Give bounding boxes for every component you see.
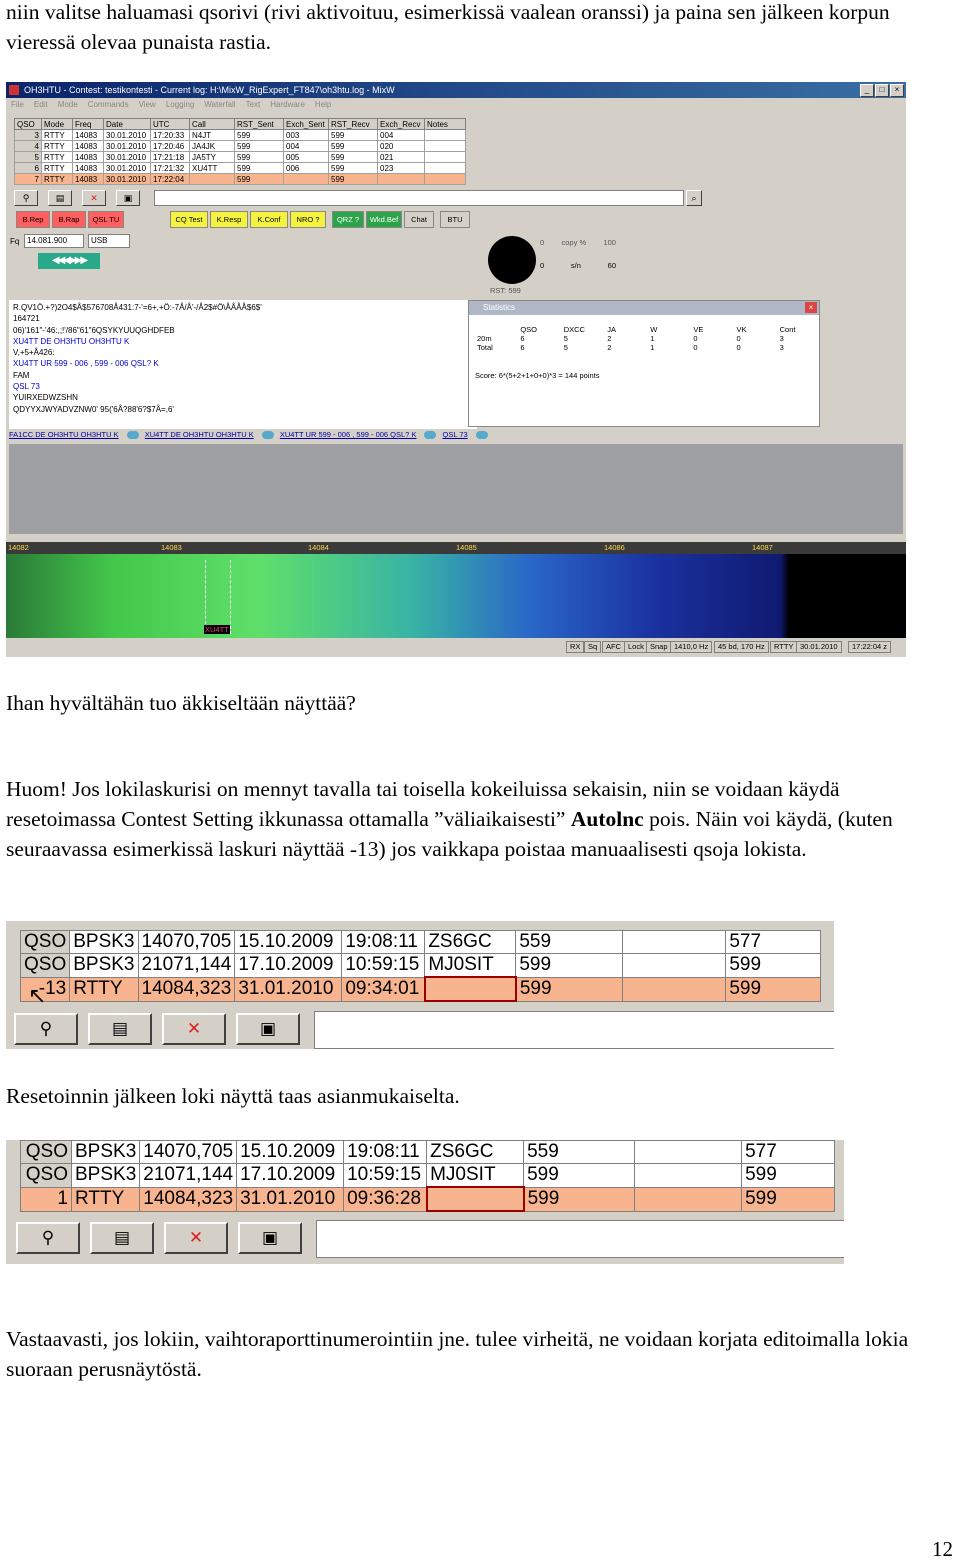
table-cell: 599 (329, 163, 378, 174)
stats-cell: 3 (779, 334, 784, 343)
table-row[interactable] (21, 931, 821, 954)
table-cell: RTTY (42, 163, 73, 174)
search-input[interactable] (314, 1011, 834, 1049)
stats-cell: 0 (736, 343, 741, 352)
table-row-selected[interactable] (21, 1187, 835, 1211)
table-row[interactable] (21, 954, 821, 978)
status-afc[interactable]: AFC (602, 641, 625, 653)
table-cell: 6 (15, 163, 42, 174)
stats-cell: 3 (779, 343, 784, 352)
table-cell: 21071,144 (138, 954, 235, 978)
find-button[interactable] (14, 1013, 78, 1045)
table-cell: 19:08:11 (344, 1141, 427, 1164)
status-rx[interactable]: RX (566, 641, 584, 653)
log-before-reset (6, 921, 834, 1049)
stats-cell: 0 (693, 334, 698, 343)
note-text-2: pois. Näin voi käydä, (kuten seuraavassa esimerkissä laskuri näyttää -13) jos vaikkapa poistaa manuaalisesti qsoja lokista. (6, 807, 893, 861)
search-input[interactable] (316, 1220, 844, 1258)
stats-header: VE (693, 325, 704, 334)
table-cell: 31.01.2010 (237, 1187, 344, 1211)
stats-cell: 2 (607, 334, 612, 343)
close-window-button[interactable]: × (890, 84, 904, 97)
table-cell: 599 (329, 141, 378, 152)
copy-max: 100 (603, 238, 616, 247)
mixw-window (6, 82, 906, 657)
table-cell (623, 931, 726, 954)
macro-k-resp[interactable]: K.Resp (210, 211, 248, 228)
table-cell: 599 (742, 1187, 835, 1211)
stats-cell: 0 (693, 343, 698, 352)
table-cell: RTTY (42, 152, 73, 163)
stats-cell: 20m (477, 334, 492, 343)
tx-macro-row (9, 430, 899, 442)
table-cell: 14070,705 (140, 1141, 237, 1164)
menu-view[interactable]: View (138, 100, 156, 109)
tx-macro-link[interactable]: XU4TT UR 599 - 006 , 599 - 006 QSL? K (279, 430, 417, 439)
stats-cell: Total (477, 343, 493, 352)
intro-paragraph: niin valitse haluamasi qsorivi (rivi aktivoituu, esimerkissä vaalean oranssi) ja paina sen jälkeen korpun vieressä olevaa punaista rastia. (6, 0, 890, 54)
sn-max: 60 (607, 261, 616, 270)
table-cell: 4 (15, 141, 42, 152)
rx-line: FAM (13, 370, 30, 380)
col-rst-sent[interactable]: RST_Sent (235, 119, 284, 130)
table-cell: 17.10.2009 (237, 1164, 344, 1188)
binoculars-icon: ⚲ (22, 193, 30, 203)
col-utc[interactable]: UTC (151, 119, 190, 130)
status-time: 17:22:04 z (848, 641, 891, 653)
form-icon: ▤ (113, 1228, 131, 1247)
search-icon: ⌕ (691, 193, 697, 203)
macro-wkd-bef[interactable]: Wkd.Bef (366, 211, 402, 228)
ruler-label: 14084 (308, 543, 329, 552)
qso-cell: QSO (21, 954, 70, 978)
status-date: 30.01.2010 (796, 641, 842, 653)
macro-b-rep[interactable]: B.Rep (16, 211, 50, 228)
table-cell: BPSK3 (72, 1164, 140, 1188)
table-cell: 14084,323 (138, 977, 235, 1001)
col-call[interactable]: Call (190, 119, 235, 130)
page-number: 12 (932, 1537, 953, 1561)
col-notes[interactable]: Notes (425, 119, 466, 130)
stats-cell: 1 (650, 343, 655, 352)
tx-macro-link[interactable]: FA1CC DE OH3HTU OH3HTU K (9, 430, 119, 439)
rx-text-window[interactable] (9, 300, 477, 429)
tx-macro-link[interactable]: QSL 73 (442, 430, 468, 439)
tuning-arrows[interactable] (38, 253, 100, 269)
window-titlebar (6, 82, 906, 98)
menu-logging[interactable]: Logging (165, 100, 195, 109)
log-after-reset (6, 1140, 844, 1264)
col-freq[interactable]: Freq (73, 119, 104, 130)
ruler-label: 14085 (456, 543, 477, 552)
stats-header (473, 325, 516, 334)
rx-line: XU4TT DE OH3HTU OH3HTU K (13, 336, 130, 346)
statistics-window (468, 300, 820, 427)
col-exch-recv[interactable]: Exch_Recv (378, 119, 425, 130)
table-row[interactable] (15, 130, 466, 141)
frequency-field[interactable]: 14.081.900 (24, 234, 84, 248)
status-frequency: 1410,0 Hz (670, 641, 712, 653)
stats-header: QSO (520, 325, 537, 334)
after-reset-line: Resetoinnin jälkeen loki näyttä taas asianmukaiselta. (6, 1084, 460, 1108)
window-title: OH3HTU - Contest: testikontesti - Current log: H:\MixW_RigExpert_FT847\oh3htu.log - MixW (24, 85, 395, 95)
tx-macro-link[interactable]: XU4TT DE OH3HTU OH3HTU K (144, 430, 254, 439)
rx-line: XU4TT UR 599 - 006 , 599 - 006 QSL? K (13, 359, 159, 369)
table-cell: 004 (284, 141, 329, 152)
qso-cell: QSO (21, 1141, 72, 1164)
table-cell: 17:20:33 (151, 130, 190, 141)
table-cell: 599 (329, 152, 378, 163)
mode-select[interactable]: USB (88, 234, 130, 248)
menu-hardware[interactable]: Hardware (270, 100, 305, 109)
copy-label: copy % (561, 238, 587, 247)
statistics-table (473, 325, 819, 352)
table-cell: 599 (329, 130, 378, 141)
find-button[interactable] (14, 190, 38, 206)
table-cell: JA5TY (190, 152, 235, 163)
search-go-button[interactable] (686, 190, 702, 206)
table-cell (284, 174, 329, 185)
table-cell: 577 (742, 1141, 835, 1164)
find-button[interactable] (16, 1222, 80, 1254)
macro-nro[interactable]: NRO ? (290, 211, 326, 228)
table-cell: 15.10.2009 (237, 1141, 344, 1164)
macro-qsl-tu[interactable]: QSL TU (88, 211, 124, 228)
table-cell: 17:22:04 (151, 174, 190, 185)
rx-line: QDYYXJWYADVZNW0' 95('6Å?88'6?$7Å=,6' (13, 404, 174, 414)
statistics-score: Score: 6*(5+2+1+0+0)*3 = 144 points (475, 371, 600, 380)
statistics-title: Statistics (483, 303, 516, 312)
table-cell: 599 (235, 152, 284, 163)
rx-line: 164721 (13, 314, 40, 324)
status-sq[interactable]: Sq (584, 641, 601, 653)
table-cell: BPSK3 (70, 954, 138, 978)
menu-commands[interactable]: Commands (87, 100, 129, 109)
delete-button[interactable] (82, 190, 106, 206)
table-cell: 14083 (73, 174, 104, 185)
table-cell: 599 (235, 141, 284, 152)
table-cell: 599 (524, 1164, 635, 1188)
table-cell: 021 (378, 152, 425, 163)
mouse-pointer-icon: ↖ (28, 983, 47, 1008)
frequency-ruler (6, 542, 906, 554)
delete-button[interactable] (164, 1222, 228, 1254)
menu-file[interactable]: File (11, 100, 24, 109)
table-cell: 559 (516, 931, 623, 954)
macro-cq-test[interactable]: CQ Test (170, 211, 208, 228)
table-cell (623, 977, 726, 1001)
table-cell: 10:59:15 (344, 1164, 427, 1188)
save-button[interactable] (236, 1013, 300, 1045)
table-cell: BPSK3 (72, 1141, 140, 1164)
form-icon: ▤ (55, 193, 65, 203)
table-cell (427, 1187, 524, 1211)
save-button[interactable] (116, 190, 140, 206)
macro-k-conf[interactable]: K.Conf (250, 211, 288, 228)
table-cell: 006 (284, 163, 329, 174)
menubar (6, 98, 906, 112)
table-cell: 5 (15, 152, 42, 163)
menu-help[interactable]: Help (314, 100, 332, 109)
stats-cell: 0 (736, 334, 741, 343)
table-cell: 023 (378, 163, 425, 174)
floppy-icon: ▣ (261, 1228, 279, 1247)
table-cell: MJ0SIT (425, 954, 516, 978)
menu-edit[interactable]: Edit (33, 100, 48, 109)
floppy-icon: ▣ (123, 193, 133, 203)
close-icon[interactable]: × (805, 302, 817, 313)
col-mode[interactable]: Mode (42, 119, 73, 130)
table-cell: 14084,323 (140, 1187, 237, 1211)
table-cell: 14083 (73, 163, 104, 174)
waterfall-display[interactable] (6, 554, 906, 638)
table-cell: 004 (378, 130, 425, 141)
table-cell: BPSK3 (70, 931, 138, 954)
menu-mode[interactable]: Mode (57, 100, 78, 109)
stats-header: Cont (779, 325, 796, 334)
col-date[interactable]: Date (104, 119, 151, 130)
delete-x-icon: ✕ (186, 1019, 202, 1038)
closing-paragraph: Vastaavasti, jos lokiin, vaihtoraporttinumerointiin jne. tulee virheitä, ne voidaan korjata editoimalla lokia suoraan perusnäytöstä. (6, 1327, 909, 1381)
ex-badge-icon (476, 431, 488, 439)
col-rst-recv[interactable]: RST_Recv (329, 119, 378, 130)
edit-button[interactable] (48, 190, 72, 206)
ex-badge-icon (424, 431, 436, 439)
delete-button[interactable] (162, 1013, 226, 1045)
qso-cell: 1 (21, 1187, 72, 1211)
table-cell: 599 (235, 130, 284, 141)
table-cell (425, 977, 516, 1001)
floppy-icon: ▣ (259, 1019, 277, 1038)
table-cell: 14083 (73, 152, 104, 163)
table-cell: 005 (284, 152, 329, 163)
table-cell: RTTY (70, 977, 138, 1001)
stats-header: VK (736, 325, 747, 334)
binoculars-icon: ⚲ (39, 1019, 53, 1038)
qso-cell: -13 (21, 977, 70, 1001)
table-cell: JA4JK (190, 141, 235, 152)
table-cell: 599 (235, 163, 284, 174)
ruler-label: 14082 (8, 543, 29, 552)
stats-header: W (650, 325, 658, 334)
table-cell: 14083 (73, 141, 104, 152)
table-cell: RTTY (72, 1187, 140, 1211)
table-row-selected[interactable] (21, 977, 821, 1001)
table-cell: 17:21:32 (151, 163, 190, 174)
table-cell: 003 (284, 130, 329, 141)
table-cell: RTTY (42, 174, 73, 185)
table-cell: 17.10.2009 (235, 954, 342, 978)
minimize-button[interactable]: _ (860, 84, 874, 97)
double-arrow-icon: ◀◀◀▶▶▶ (51, 255, 87, 266)
log-after-table (20, 1140, 835, 1212)
table-cell: 599 (742, 1164, 835, 1188)
status-lock[interactable]: Lock (624, 641, 648, 653)
stats-cell: 2 (607, 343, 612, 352)
table-cell: 020 (378, 141, 425, 152)
macro-qrz[interactable]: QRZ ? (332, 211, 364, 228)
table-cell: RTTY (42, 141, 73, 152)
ruler-label: 14086 (604, 543, 625, 552)
table-cell: 15.10.2009 (235, 931, 342, 954)
sn-min: 0 (540, 261, 545, 270)
table-cell (635, 1187, 742, 1211)
table-cell (425, 163, 466, 174)
table-cell: N4JT (190, 130, 235, 141)
table-cell (190, 174, 235, 185)
col-qso[interactable]: QSO (15, 119, 42, 130)
stats-cell: 5 (563, 343, 568, 352)
qso-cell: QSO (21, 931, 70, 954)
table-cell: 17:21:18 (151, 152, 190, 163)
table-cell: 30.01.2010 (104, 141, 151, 152)
table-cell (623, 954, 726, 978)
ex-badge-icon (127, 431, 139, 439)
table-cell: 30.01.2010 (104, 174, 151, 185)
table-cell: 30.01.2010 (104, 163, 151, 174)
table-cell: 17:20:46 (151, 141, 190, 152)
table-row[interactable] (15, 141, 466, 152)
table-cell: 599 (516, 977, 623, 1001)
table-cell (635, 1141, 742, 1164)
col-exch-sent[interactable]: Exch_Sent (284, 119, 329, 130)
rx-line: V,+5+Å426: (13, 348, 55, 358)
rst-readout: RST: 599 (490, 286, 521, 295)
log-table (14, 118, 466, 185)
status-snap[interactable]: Snap (646, 641, 672, 653)
menu-text[interactable]: Text (245, 100, 261, 109)
table-cell: RTTY (42, 130, 73, 141)
table-cell: 14083 (73, 130, 104, 141)
table-cell: 14070,705 (138, 931, 235, 954)
delete-x-icon: ✕ (188, 1228, 204, 1247)
table-cell: 3 (15, 130, 42, 141)
comment-line: Ihan hyvältähän tuo äkkiseltään näyttää? (6, 691, 356, 715)
stats-header: JA (607, 325, 616, 334)
stats-cell: 6 (520, 334, 525, 343)
table-row[interactable] (21, 1141, 835, 1164)
stats-cell: 5 (563, 334, 568, 343)
table-cell: 599 (329, 174, 378, 185)
table-cell: 31.01.2010 (235, 977, 342, 1001)
table-cell: 577 (726, 931, 821, 954)
table-cell: 599 (524, 1187, 635, 1211)
stats-cell: 1 (650, 334, 655, 343)
table-cell: 09:36:28 (344, 1187, 427, 1211)
ruler-label: 14087 (752, 543, 773, 552)
table-cell: 19:08:11 (342, 931, 425, 954)
table-cell: 7 (15, 174, 42, 185)
table-cell (425, 152, 466, 163)
rx-cursor (205, 560, 231, 634)
status-mode: RTTY (770, 641, 797, 653)
rx-line: QSL 73 (13, 382, 40, 392)
table-row[interactable] (15, 152, 466, 163)
rx-line: R.QV1Ö.+?)2O4$Å$576708Å431:7-'=6+,+Ö:-7Å/Å'-/Å2$#Ö\ÅÅÅÅ$6$' (13, 303, 262, 312)
log-before-table (20, 930, 821, 1002)
macro-b-rap[interactable]: B.Rap (52, 211, 86, 228)
rx-line: YUIRXEDWZSHN (13, 393, 78, 403)
table-cell: 30.01.2010 (104, 130, 151, 141)
table-cell: 30.01.2010 (104, 152, 151, 163)
statistics-titlebar (469, 301, 819, 315)
app-icon (9, 85, 19, 95)
ruler-label: 14083 (161, 543, 182, 552)
meter-panel (540, 238, 616, 270)
table-cell: 599 (726, 954, 821, 978)
stats-header: DXCC (563, 325, 585, 334)
table-cell: MJ0SIT (427, 1164, 524, 1188)
table-cell (425, 130, 466, 141)
maximize-button[interactable]: □ (875, 84, 889, 97)
macro-btu[interactable]: BTU (440, 211, 470, 228)
form-icon: ▤ (111, 1019, 129, 1038)
note-text-1: Huom! Jos lokilaskurisi on mennyt tavalla tai toisella kokeiluissa sekaisin, niin se voidaan käydä resetoimassa Contest Setting ikkunassa ottamalla ”väliaikaisesti” (6, 777, 840, 831)
table-cell: 599 (516, 954, 623, 978)
table-cell: 21071,144 (140, 1164, 237, 1188)
table-cell: ZS6GC (425, 931, 516, 954)
note-paragraph (6, 774, 954, 864)
table-cell: ZS6GC (427, 1141, 524, 1164)
table-cell: 599 (726, 977, 821, 1001)
table-row-selected[interactable] (15, 174, 466, 185)
note-autoinc: Autolnc (570, 807, 644, 831)
menu-waterfall[interactable]: Waterfall (204, 100, 236, 109)
status-baud: 45 bd, 170 Hz (714, 641, 769, 653)
binoculars-icon: ⚲ (41, 1228, 55, 1247)
table-cell: 599 (235, 174, 284, 185)
delete-x-icon: ✕ (90, 193, 98, 203)
rx-line: 06)'161"-'46:,;!'/86"61"6QSYKYUUQGHDFEB (13, 325, 175, 335)
table-cell: 09:34:01 (342, 977, 425, 1001)
copy-min: 0 (540, 238, 545, 247)
table-cell (378, 174, 425, 185)
status-bar (6, 640, 906, 653)
table-row[interactable] (15, 163, 466, 174)
search-input[interactable] (154, 190, 684, 206)
sn-label: s/n (570, 261, 581, 270)
table-cell: XU4TT (190, 163, 235, 174)
ex-badge-icon (262, 431, 274, 439)
tx-text-area[interactable] (9, 444, 903, 534)
macro-chat[interactable]: Chat (404, 211, 434, 228)
table-cell: 559 (524, 1141, 635, 1164)
edit-button[interactable] (90, 1222, 154, 1254)
table-cell (635, 1164, 742, 1188)
stats-cell: 6 (520, 343, 525, 352)
save-button[interactable] (238, 1222, 302, 1254)
table-cell (425, 174, 466, 185)
edit-button[interactable] (88, 1013, 152, 1045)
table-cell (425, 141, 466, 152)
qso-cell: QSO (21, 1164, 72, 1188)
table-row[interactable] (21, 1164, 835, 1188)
fq-label: Fq (10, 237, 20, 246)
cursor-callsign: XU4TT (205, 625, 229, 634)
table-cell: 10:59:15 (342, 954, 425, 978)
tuning-scope (488, 236, 536, 284)
